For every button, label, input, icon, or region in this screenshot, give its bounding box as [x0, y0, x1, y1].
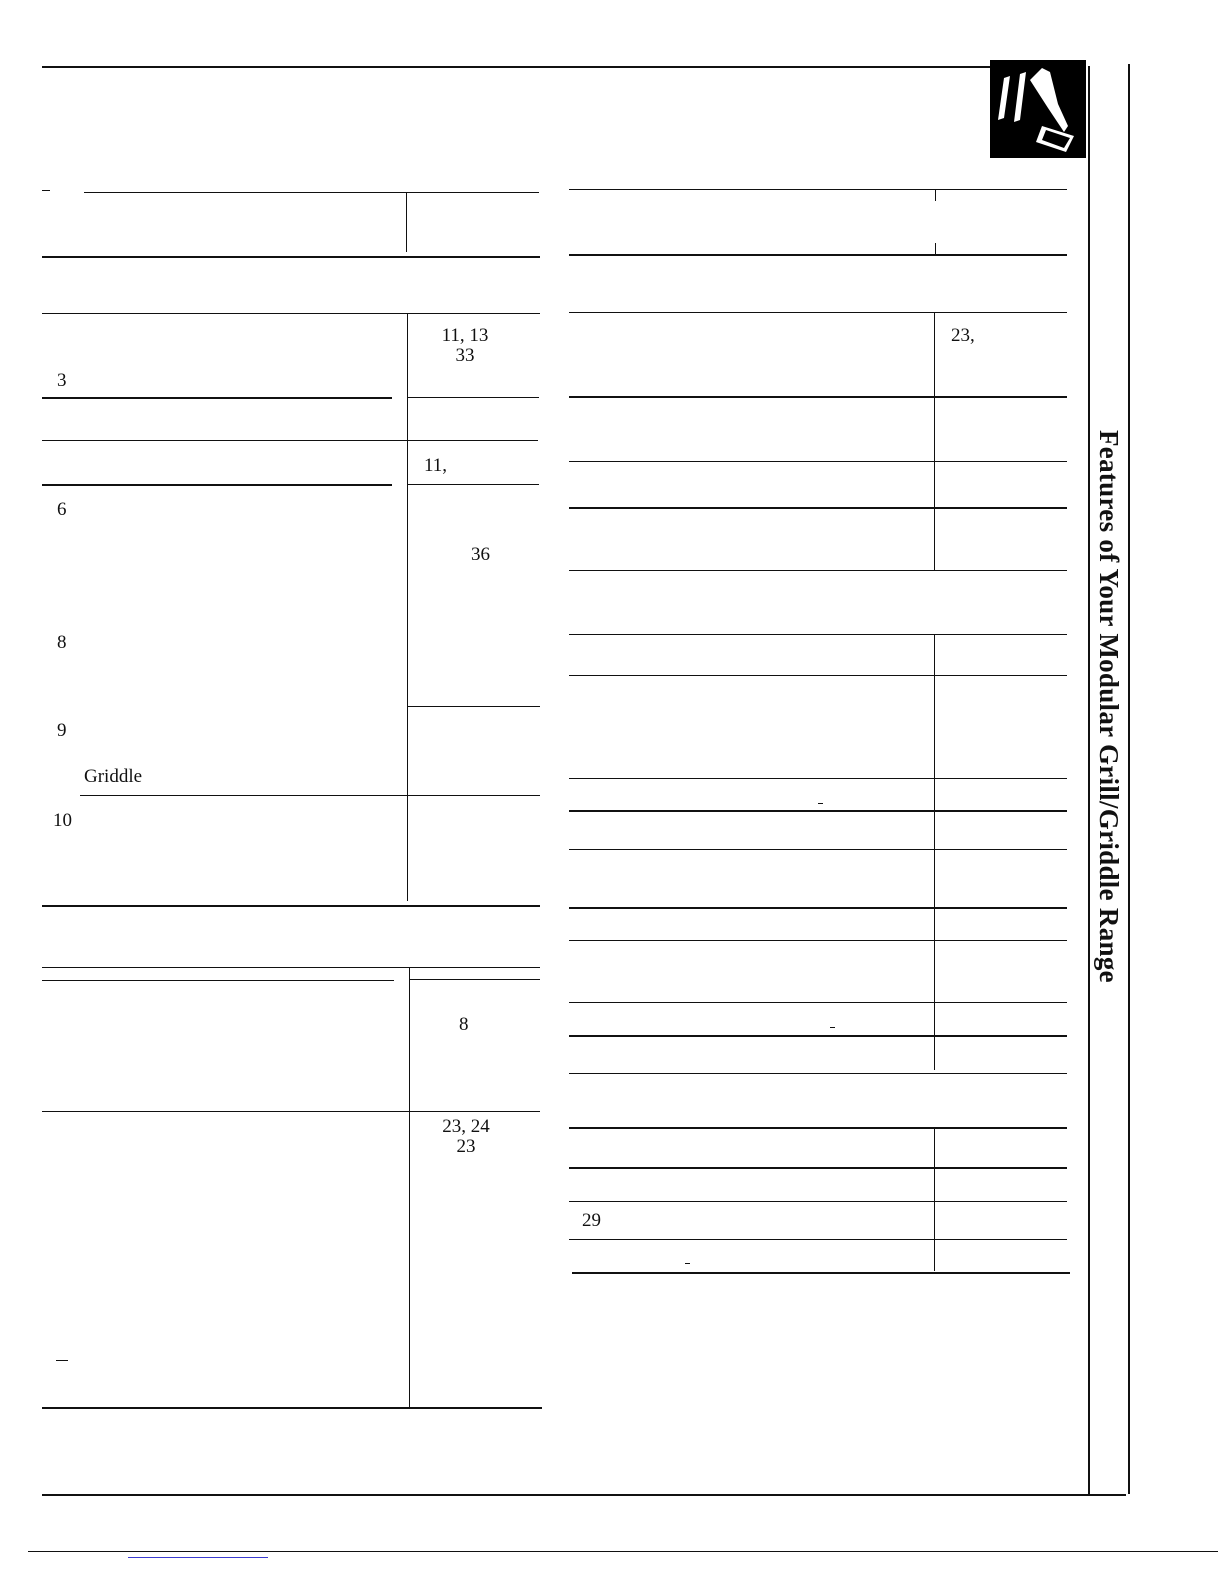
left-row-pages — [420, 1117, 512, 1157]
right-margin-rule — [1128, 64, 1130, 1494]
left-row-pages — [420, 326, 510, 366]
hand-pressing-button-icon — [990, 60, 1086, 158]
left-table-rule — [42, 1407, 542, 1409]
right-table-rule — [569, 1073, 1067, 1074]
page-ref: 23, 24 — [442, 1116, 490, 1137]
left-table-rule — [42, 440, 538, 441]
left-table-rule — [42, 313, 540, 314]
left-table-rule — [42, 397, 392, 399]
left-table-rule — [42, 1111, 540, 1112]
right-table-rule — [569, 461, 1067, 462]
left-table-rule — [80, 795, 540, 796]
left-row-label: 8 — [57, 632, 67, 653]
right-table-rule — [830, 1027, 835, 1028]
right-row-label: 29 — [582, 1210, 601, 1231]
left-table-rule — [42, 484, 392, 486]
right-table-rule — [569, 189, 1067, 190]
right-table-rule — [569, 1239, 1067, 1240]
left-row-text: Griddle — [84, 766, 143, 787]
right-column-divider — [934, 1127, 935, 1271]
left-row-pages: 8 — [459, 1014, 469, 1035]
left-table-rule — [42, 256, 540, 258]
left-row-label: 10 — [53, 810, 72, 831]
right-table-rule — [569, 1201, 1067, 1202]
bottom-rule — [42, 1494, 1126, 1496]
right-table-rule — [569, 778, 1067, 779]
right-column-divider — [935, 189, 936, 201]
right-table-rule — [569, 396, 1067, 398]
left-row-label: 6 — [57, 499, 67, 520]
page-ref: 33 — [455, 345, 475, 366]
right-table-rule — [685, 1263, 690, 1264]
left-table-rule — [42, 905, 540, 907]
left-table-rule — [408, 706, 540, 707]
side-title: Features of Your Modular Grill/Griddle Range — [1094, 430, 1124, 983]
left-table-rule — [42, 980, 394, 981]
left-column-divider — [406, 192, 407, 252]
left-table-rule — [408, 484, 539, 485]
right-table-rule — [569, 312, 1067, 313]
right-table-rule — [569, 1167, 1067, 1169]
right-table-rule — [569, 810, 1067, 812]
footer-rule — [28, 1551, 1218, 1552]
left-table-rule — [56, 1360, 68, 1361]
left-column-divider — [407, 313, 408, 901]
right-table-rule — [569, 507, 1067, 509]
right-table-rule — [569, 1035, 1067, 1037]
footer-link-underline — [128, 1557, 268, 1558]
right-column-divider — [934, 634, 935, 1070]
left-table-rule — [410, 979, 540, 980]
right-table-rule — [818, 803, 823, 804]
top-rule — [42, 66, 1086, 68]
right-table-rule — [569, 675, 1067, 676]
right-table-rule — [569, 254, 1067, 256]
left-row-label: 9 — [57, 720, 67, 741]
inner-margin-rule — [1088, 66, 1090, 1494]
right-table-rule — [569, 907, 1067, 909]
right-table-rule — [569, 1002, 1067, 1003]
left-table-rule — [84, 192, 539, 193]
left-table-rule — [408, 397, 539, 398]
right-table-rule — [572, 1272, 1070, 1274]
page-ref: 11, 13 — [441, 325, 489, 346]
left-table-rule — [42, 967, 540, 968]
left-column-divider — [409, 967, 410, 1407]
left-table-rule — [42, 190, 50, 191]
right-table-rule — [569, 849, 1067, 850]
right-table-rule — [569, 940, 1067, 941]
right-row-pages: 23, — [951, 325, 975, 346]
left-row-pages: 11, — [424, 455, 448, 476]
right-table-rule — [569, 634, 1067, 635]
right-table-rule — [569, 1127, 1067, 1129]
left-row-pages: 36 — [471, 544, 490, 565]
page-ref: 23 — [456, 1136, 476, 1157]
right-table-rule — [569, 570, 1067, 571]
left-row-label: 3 — [57, 370, 67, 391]
right-column-divider — [934, 312, 935, 570]
